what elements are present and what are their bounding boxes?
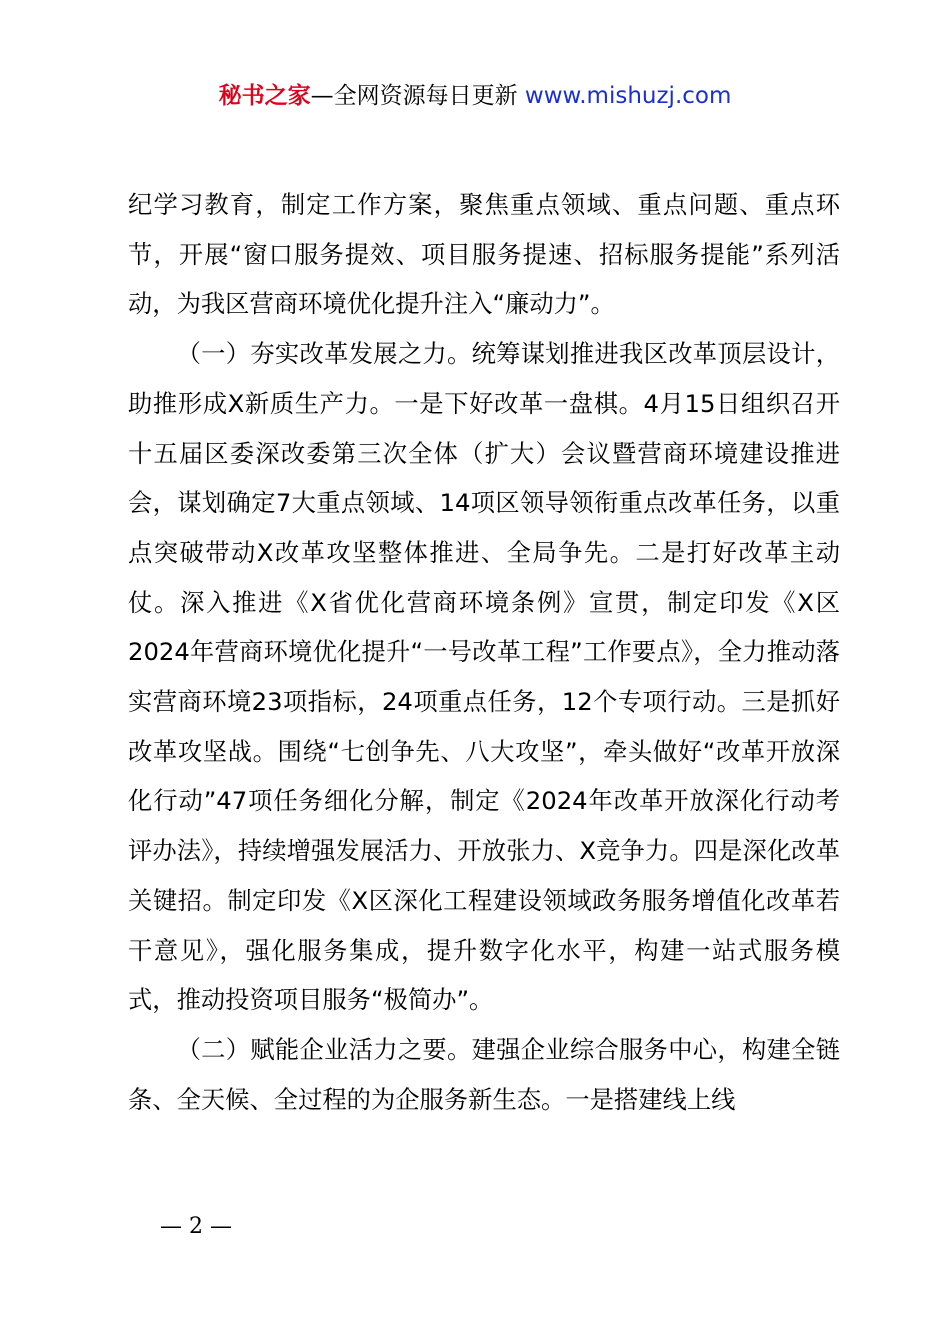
document-body (128, 180, 840, 1124)
header-tagline: —全网资源每日更新 (310, 83, 518, 109)
paragraph-continuation: 纪学习教育，制定工作方案，聚焦重点领域、重点问题、重点环节，开展“窗口服务提效、项目服务提速、招标服务提能”系列活动，为我区营商环境优化提升注入“廉动力”。 (128, 190, 840, 319)
paragraph-section-1: （一）夯实改革发展之力。统筹谋划推进我区改革顶层设计，助推形成X新质生产力。一是下好改革一盘棋。4月15日组织召开十五届区委深改委第三次全体（扩大）会议暨营商环境建设推进会，谋划确定7大重点领域、14项区领导领衔重点改革任务，以重点突破带动X改革攻坚整体推进、全局争先。二是打好改革主动仗。深入推进《X省优化营商环境条例》宣贯，制定印发《X区2024年营商环境优化提升“一号改革工程”工作要点》，全力推动落实营商环境23项指标，24项重点任务，12个专项行动。三是抓好改革攻坚战。围绕“七创争先、八大攻坚”，牵头做好“改革开放深化行动”47项任务细化分解，制定《2024年改革开放深化行动考评办法》，持续增强发展活力、开放张力、X竞争力。四是深化改革关键招。制定印发《X区深化工程建设领域政务服务增值化改革若干意见》，强化服务集成，提升数字化水平，构建一站式服务模式，推动投资项目服务“极简办”。 (128, 339, 840, 1015)
page-number: — 2 — (160, 1214, 232, 1239)
page-header (0, 80, 950, 112)
brand-name: 秘书之家 (218, 83, 311, 109)
paragraph-section-2: （二）赋能企业活力之要。建强企业综合服务中心，构建全链条、全天候、全过程的为企服务新生态。一是搭建线上线 (128, 1034, 840, 1114)
header-url-link[interactable]: www.mishuzj.com (524, 83, 732, 109)
